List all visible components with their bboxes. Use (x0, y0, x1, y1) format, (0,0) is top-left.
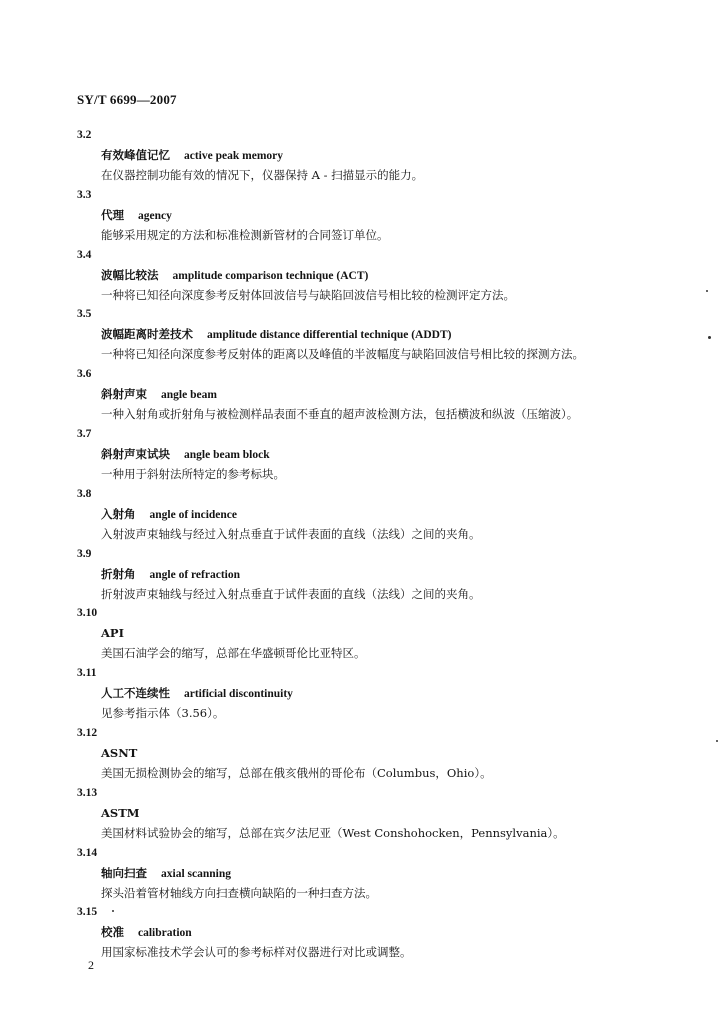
term-entry (77, 846, 707, 906)
standard-code: SY/T 6699—2007 (77, 92, 177, 107)
term-chinese: 折射角 (101, 566, 136, 581)
entry-term (101, 567, 240, 583)
entry-definition: 一种将已知径向深度参考反射体回波信号与缺陷回波信号相比较的检测评定方法。 (101, 287, 515, 302)
entry-definition: 在仪器控制功能有效的情况下，仪器保持 A - 扫描显示的能力。 (101, 168, 424, 182)
entry-definition: 美国石油学会的缩写，总部在华盛顿哥伦比亚特区。 (101, 646, 366, 661)
term-entry (77, 726, 707, 786)
term-entry (77, 248, 707, 308)
term-english: amplitude distance differential technique (ADDT) (207, 329, 452, 342)
term-entry (77, 487, 707, 547)
entry-number: 3.6 (77, 368, 92, 381)
entry-number: 3.8 (77, 487, 92, 500)
entry-number: 3.14 (77, 846, 98, 859)
term-chinese: 入射角 (101, 506, 136, 521)
entry-definition: 探头沿着管材轴线方向扫查横向缺陷的一种扫查方法。 (101, 885, 377, 900)
entry-number: 3.7 (77, 427, 92, 440)
term-english: amplitude comparison technique (ACT) (172, 269, 369, 282)
term-entry (77, 128, 707, 188)
term-english: calibration (138, 927, 192, 940)
entry-term (101, 268, 368, 284)
term-english: active peak memory (184, 150, 283, 162)
term-chinese: API (101, 626, 124, 641)
entry-definition: 一种用于斜射法所特定的参考标块。 (101, 466, 285, 481)
entry-number: 3.3 (77, 188, 92, 201)
term-chinese: 轴向扫查 (101, 865, 147, 880)
entry-definition: 一种入射角或折射角与被检测样品表面不垂直的超声波检测方法，包括横波和纵波（压缩波）。 (101, 407, 579, 422)
term-entry (77, 666, 707, 726)
entry-definition: 美国材料试验协会的缩写，总部在宾夕法尼亚（West Conshohocken，Pennsylvania）。 (101, 825, 565, 840)
term-english: artificial discontinuity (184, 688, 293, 701)
term-english: angle of refraction (149, 568, 240, 581)
entry-number: 3.4 (77, 248, 92, 261)
entry-definition: 一种将已知径向深度参考反射体的距离以及峰值的半波幅度与缺陷回波信号相比较的探测方法。 (101, 347, 584, 362)
term-english: angle of incidence (149, 508, 238, 521)
entry-number: 3.10 (77, 607, 98, 620)
term-chinese: 波幅比较法 (101, 267, 159, 282)
term-chinese: 斜射声束 (101, 387, 147, 402)
entry-number: 3.15 (77, 906, 98, 919)
entry-definition: 用国家标准技术学会认可的参考标样对仪器进行对比或调整。 (101, 945, 412, 960)
scan-speck (706, 290, 708, 292)
term-chinese: ASNT (101, 745, 138, 760)
term-entry (77, 427, 707, 487)
entry-term (101, 447, 270, 463)
term-entry (77, 307, 707, 367)
term-chinese: 有效峰值记忆 (101, 148, 170, 162)
entry-number: 3.9 (77, 547, 92, 560)
entry-term (101, 208, 172, 224)
page-number: 2 (88, 958, 94, 972)
entry-definition: 美国无损检测协会的缩写，总部在俄亥俄州的哥伦布（Columbus，Ohio）。 (101, 765, 492, 780)
entry-term (101, 866, 231, 882)
term-entry (77, 547, 707, 607)
entry-definition: 能够采用规定的方法和标准检测新管材的合同签订单位。 (101, 227, 389, 242)
entry-number: 3.13 (77, 786, 98, 799)
term-chinese: 人工不连续性 (101, 686, 170, 701)
entry-definition: 入射波声束轴线与经过入射点垂直于试件表面的直线（法线）之间的夹角。 (101, 526, 481, 541)
entry-term (101, 806, 154, 822)
term-chinese: ASTM (101, 805, 140, 820)
term-chinese: 校准 (101, 925, 124, 940)
scan-speck (716, 740, 718, 742)
term-english: axial scanning (161, 867, 231, 880)
term-entry (77, 367, 707, 427)
entry-definition: 折射波声束轴线与经过入射点垂直于试件表面的直线（法线）之间的夹角。 (101, 586, 481, 601)
entry-number: 3.2 (77, 129, 92, 141)
entry-term (101, 327, 451, 343)
term-chinese: 代理 (101, 207, 124, 222)
entry-term (101, 746, 151, 762)
entry-number: 3.12 (77, 726, 98, 739)
term-english: angle beam (161, 389, 217, 402)
entry-number: 3.11 (77, 667, 97, 680)
term-entries (77, 128, 707, 965)
entry-term (101, 925, 192, 941)
term-entry (77, 905, 707, 965)
term-chinese: 斜射声束试块 (101, 446, 170, 461)
term-english: angle beam block (184, 448, 270, 461)
entry-number: 3.5 (77, 308, 92, 321)
term-entry (77, 786, 707, 846)
scan-speck (708, 336, 711, 339)
entry-term (101, 148, 283, 164)
term-entry (77, 188, 707, 248)
term-chinese: 波幅距离时差技术 (101, 327, 193, 342)
entry-term (101, 686, 293, 702)
term-english: agency (138, 209, 172, 222)
scan-speck (112, 910, 114, 912)
term-entry (77, 606, 707, 666)
entry-term (101, 507, 237, 523)
entry-definition: 见参考指示体（3.56）。 (101, 706, 225, 721)
entry-term (101, 387, 217, 403)
entry-term (101, 626, 138, 642)
